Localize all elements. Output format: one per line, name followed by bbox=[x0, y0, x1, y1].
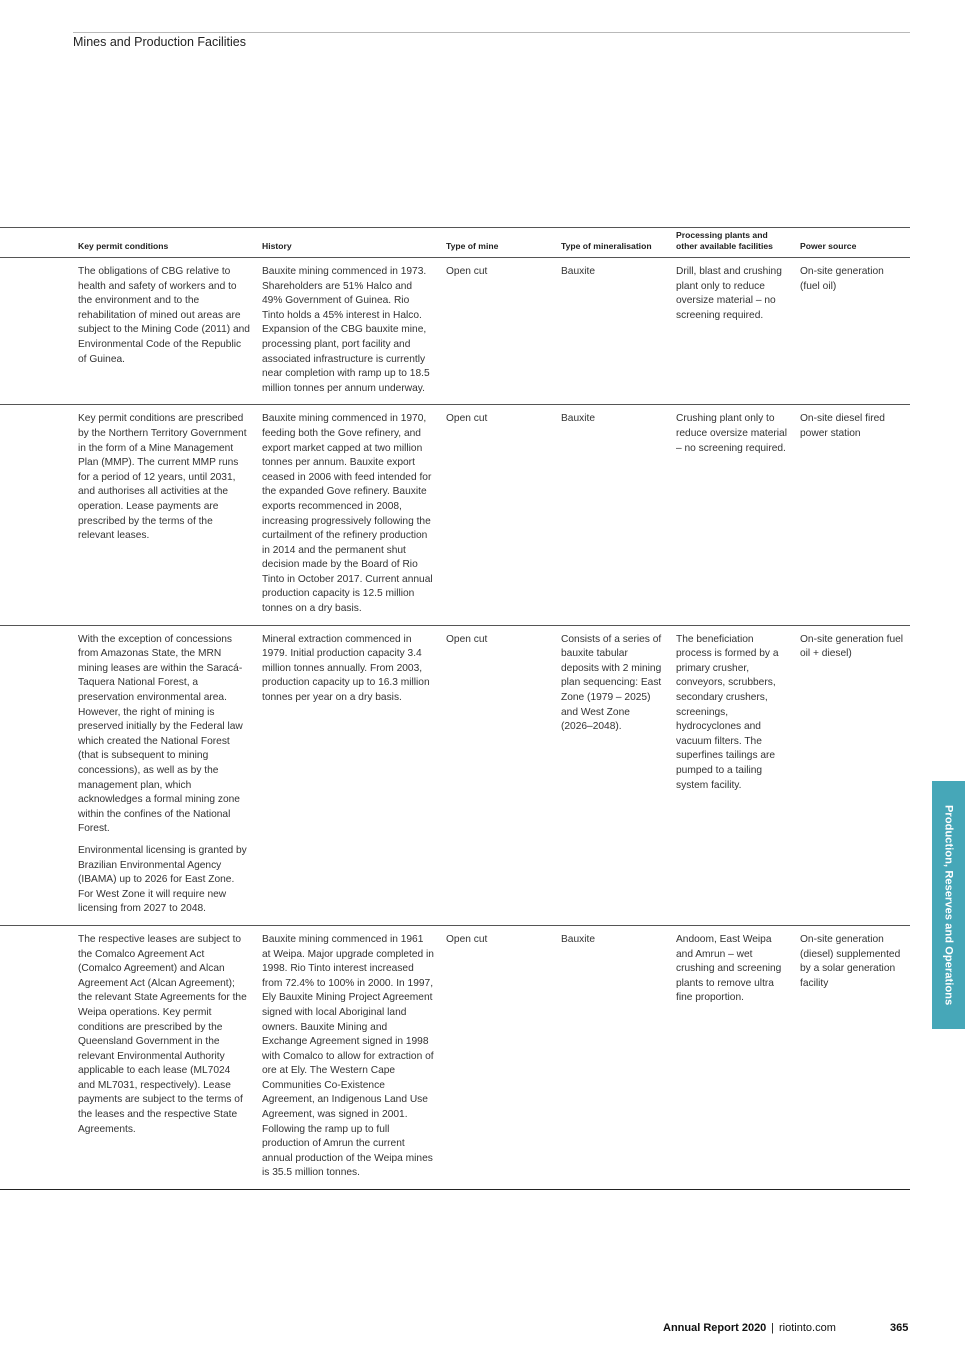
cell-history: Mineral extraction commenced in 1979. Initial production capacity 3.4 million tonnes annually. From 2003, production capacity up to 16.3 million tonnes per year on a dry basis. bbox=[256, 625, 440, 925]
header-rule bbox=[73, 32, 910, 33]
table-row bbox=[0, 925, 910, 1189]
col-header-permit: Key permit conditions bbox=[72, 228, 256, 258]
footer-website-link[interactable]: riotinto.com bbox=[779, 1322, 836, 1334]
page-title: Mines and Production Facilities bbox=[73, 35, 246, 49]
cell-mineralisation: Bauxite bbox=[555, 258, 670, 405]
row-spacer bbox=[0, 625, 72, 925]
cell-mineralisation: Bauxite bbox=[555, 925, 670, 1189]
cell-processing: The beneficiation process is formed by a primary crusher, conveyors, scrubbers, secondary crushers, screenings, hydrocyclones and vacuum filters. The superfines tailings are pumped to a tailing system facility. bbox=[670, 625, 794, 925]
row-spacer bbox=[0, 405, 72, 625]
cell-processing: Crushing plant only to reduce oversize material – no screening required. bbox=[670, 405, 794, 625]
mines-table bbox=[0, 227, 910, 1190]
permit-text: With the exception of concessions from Amazonas State, the MRN mining leases are within the Saracá-Taquera National Forest, a preservation environmental area. However, the right of mining is preserved initially by the Federal law which created the National Forest (that is subsequent to mining concessions), as well as by the management plan, which acknowledges a formal mining zone within the confines of the National Forest. bbox=[78, 633, 243, 835]
header-spacer bbox=[0, 228, 72, 258]
cell-mine-type: Open cut bbox=[440, 405, 555, 625]
permit-text: Environmental licensing is granted by Brazilian Environmental Agency (IBAMA) up to 2026 for East Zone. For West Zone it will require new licensing from 2027 to 2048. bbox=[78, 844, 247, 915]
cell-mine-type: Open cut bbox=[440, 625, 555, 925]
cell-mineralisation: Bauxite bbox=[555, 405, 670, 625]
cell-mine-type: Open cut bbox=[440, 925, 555, 1189]
cell-mineralisation: Consists of a series of bauxite tabular deposits with 2 mining plan sequencing: East Zone (1979 – 2025) and West Zone (2026–2048). bbox=[555, 625, 670, 925]
row-spacer bbox=[0, 258, 72, 405]
cell-power: On-site generation fuel oil + diesel) bbox=[794, 625, 910, 925]
col-header-mineralisation: Type of mineralisation bbox=[555, 228, 670, 258]
col-header-power: Power source bbox=[794, 228, 910, 258]
cell-processing: Andoom, East Weipa and Amrun – wet crushing and screening plants to remove ultra fine proportion. bbox=[670, 925, 794, 1189]
cell-power: On-site generation (fuel oil) bbox=[794, 258, 910, 405]
permit-text: The obligations of CBG relative to health and safety of workers and to the environment and to the rehabilitation of mined out areas are subject to the Mining Code (2011) and Environmental Code of the Republic of Guinea. bbox=[78, 266, 250, 365]
cell-history: Bauxite mining commenced in 1970, feeding both the Gove refinery, and export market capped at two million tonnes per annum. Bauxite export ceased in 2006 with feed intended for the expanded Gove refinery. Bauxite exports recommenced in 2008, increasing progressively following the curtailment of the refinery production in 2014 and the permanent shut decision made by the Board of Rio Tinto in October 2017. Current annual production capacity is 12.5 million tonnes on a dry basis. bbox=[256, 405, 440, 625]
table-header-row bbox=[0, 228, 910, 258]
cell-permit bbox=[72, 925, 256, 1189]
permit-text: The respective leases are subject to the Comalco Agreement Act (Comalco Agreement) and Alcan Agreement Act (Alcan Agreement); the relevant State Agreements for the Weipa operations. Key permit conditions are prescribed by the Queensland Government in the relevant Environmental Authority applicable to each lease (ML7024 and ML7031, respectively). Lease payments are subject to the terms of the leases and the respective State Agreements. bbox=[78, 933, 247, 1135]
table-row bbox=[0, 258, 910, 405]
table-row bbox=[0, 405, 910, 625]
cell-mine-type: Open cut bbox=[440, 258, 555, 405]
footer-report-title: Annual Report 2020 bbox=[663, 1322, 767, 1334]
cell-history: Bauxite mining commenced in 1961 at Weipa. Major upgrade completed in 1998. Rio Tinto interest increased from 72.4% to 100% in 2000. In 1997, Ely Bauxite Mining Project Agreement signed with local Aboriginal land owners. Bauxite Mining and Exchange Agreement signed in 1998 with Comalco to allow for extraction of ore at Ely. The Western Cape Communities Co-Existence Agreement, an Indigenous Land Use Agreement, was signed in 2001. Following the ramp up to full production of Amrun the current annual production of the Weipa mines is 35.5 million tonnes. bbox=[256, 925, 440, 1189]
col-header-history: History bbox=[256, 228, 440, 258]
footer-separator: | bbox=[771, 1322, 774, 1334]
cell-power: On-site diesel fired power station bbox=[794, 405, 910, 625]
cell-history: Bauxite mining commenced in 1973. Shareholders are 51% Halco and 49% Government of Guinea. Rio Tinto holds a 45% interest in Halco. Expansion of the CBG bauxite mine, processing plant, port facility and associated infrastructure is currently near completion with ramp up to 18.5 million tonnes per annum underway. bbox=[256, 258, 440, 405]
cell-processing: Drill, blast and crushing plant only to reduce oversize material – no screening required. bbox=[670, 258, 794, 405]
permit-text: Key permit conditions are prescribed by the Northern Territory Government in the form of a Mine Management Plan (MMP). The current MMP runs for a period of 12 years, until 2031, and authorises all activities at the operation. Lease payments are prescribed by the terms of the relevant leases. bbox=[78, 413, 247, 542]
row-spacer bbox=[0, 925, 72, 1189]
cell-permit bbox=[72, 625, 256, 925]
cell-permit bbox=[72, 405, 256, 625]
cell-permit bbox=[72, 258, 256, 405]
table-row bbox=[0, 625, 910, 925]
col-header-mine-type: Type of mine bbox=[440, 228, 555, 258]
col-header-processing: Processing plants and other available facilities bbox=[670, 228, 794, 258]
cell-power: On-site generation (diesel) supplemented by a solar generation facility bbox=[794, 925, 910, 1189]
page-number: 365 bbox=[890, 1322, 909, 1334]
section-side-tab[interactable]: Production, Reserves and Operations bbox=[932, 781, 965, 1029]
